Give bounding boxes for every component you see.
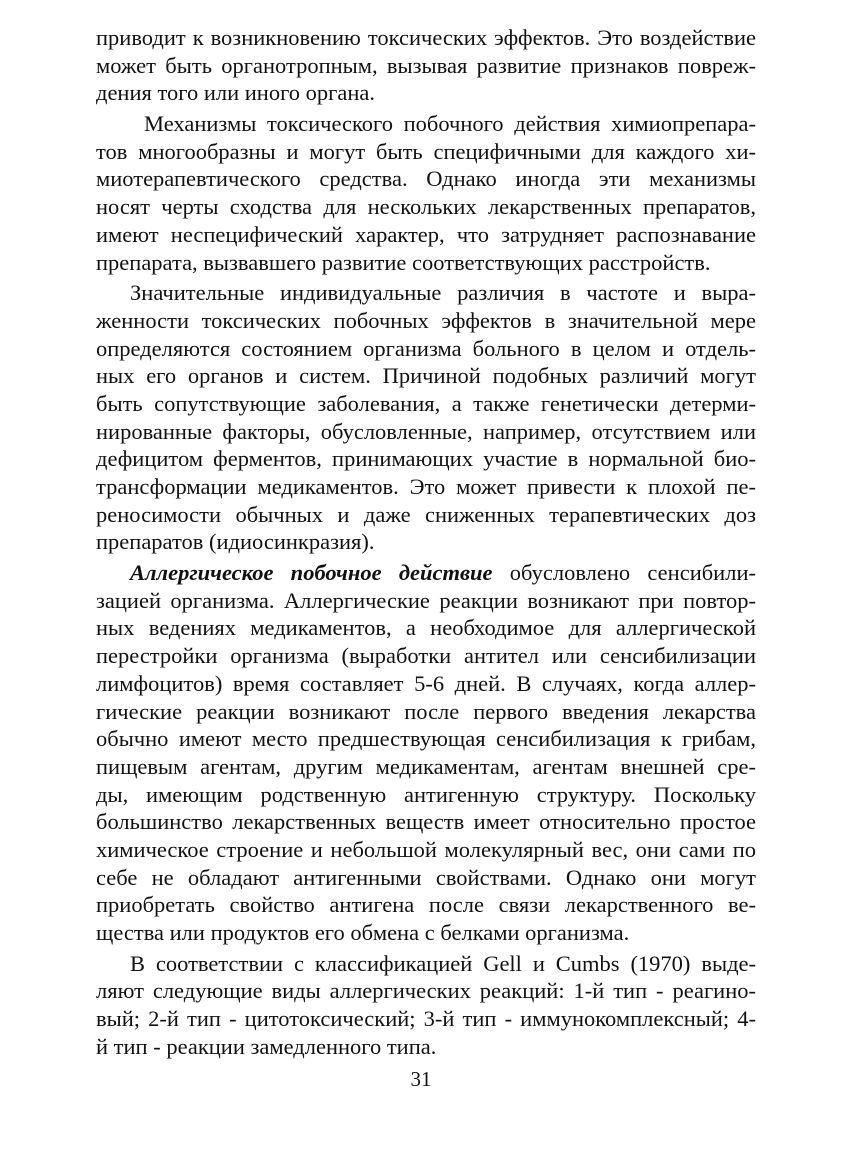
text-line: приводит к возникновению токсических эффектов. Это воздействие [96,25,756,50]
text-line: Механизмы токсического побочного действия химиопрепара- [144,111,756,137]
text-line: препаратов (идиосинкразия). [96,529,375,555]
paragraph-3 [96,279,756,556]
text-line: химическое строение и небольшой молекулярный вес, они сами по [96,836,756,862]
text-line: реносимости обычных и даже сниженных терапевтических доз [96,501,756,527]
text-line: приобретать свойство антигена после связи лекарственного ве- [96,892,756,918]
text-line: й тип - реакции замедленного типа. [96,1033,437,1059]
text-line: себе не обладают антигенными свойствами. Однако они могут [96,864,756,890]
text-line: В соответствии с классификацией Gell и Cumbs (1970) выде- [130,950,756,976]
text-line: препарата, вызвавшего развитие соответствующих расстройств. [96,249,711,275]
text-line: дения того или иного органа. [96,80,375,106]
paragraph-5 [96,950,756,1061]
text-line: большинство лекарственных веществ имеет относительно простое [96,809,756,835]
text-line: ных ведениях медикаментов, а необходимое для аллергической [96,615,756,641]
lead-text: обусловлено сенсибили- [492,560,756,586]
page-body [96,24,756,1063]
text-line: ляют следующие виды аллергических реакций: 1-й тип - реагино- [96,978,756,1004]
text-line: Значительные индивидуальные различия в частоте и выра- [130,280,756,306]
text-line: перестройки организма (выработки антител или сенсибилизации [96,643,756,669]
text-line: обычно имеют место предшествующая сенсибилизация к грибам, [96,726,756,752]
text-line: ды, имеющим родственную антигенную структуру. Поскольку [96,781,756,807]
text-line: миотерапевтического средства. Однако иногда эти механизмы [96,166,756,192]
text-line: гические реакции возникают после первого введения лекарства [96,698,756,724]
paragraph-2 [96,110,756,276]
text-line: дефицитом ферментов, принимающих участие в нормальной био- [96,446,756,472]
text-line: имеют неспецифический характер, что затрудняет распознавание [96,221,756,247]
text-line: лимфоцитов) время составляет 5-6 дней. В случаях, когда аллер- [96,670,756,696]
paragraph-4 [96,559,756,947]
text-line: щества или продуктов его обмена с белками организма. [96,920,630,945]
text-line: носят черты сходства для нескольких лекарственных препаратов, [96,194,756,220]
text-line: быть сопутствующие заболевания, а также генетически детерми- [96,390,756,416]
text-line: определяются состоянием организма больного в целом и отдель- [96,335,756,361]
text-line: ных его органов и систем. Причиной подобных различий могут [96,363,756,389]
text-line: может быть органотропным, вызывая развитие признаков повреж- [96,52,756,78]
text-line: пищевым агентам, другим медикаментам, агентам внешней сре- [96,753,756,779]
text-line: нированные факторы, обусловленные, например, отсутствием или [96,418,756,444]
emphasized-term: Аллергическое побочное действие [130,560,493,586]
text-line: зацией организма. Аллергические реакции возникают при повтор- [96,587,756,613]
text-line: женности токсических побочных эффектов в значительной мере [96,307,756,333]
text-line [96,559,756,587]
text-line: трансформации медикаментов. Это может привести к плохой пе- [96,474,756,499]
paragraph-1 [96,24,756,107]
text-line: тов многообразны и могут быть специфичными для каждого хи- [96,138,756,164]
text-line: вый; 2-й тип - цитотоксический; 3-й тип - иммунокомплексный; 4- [96,1006,756,1032]
page-number: 31 [410,1067,432,1091]
